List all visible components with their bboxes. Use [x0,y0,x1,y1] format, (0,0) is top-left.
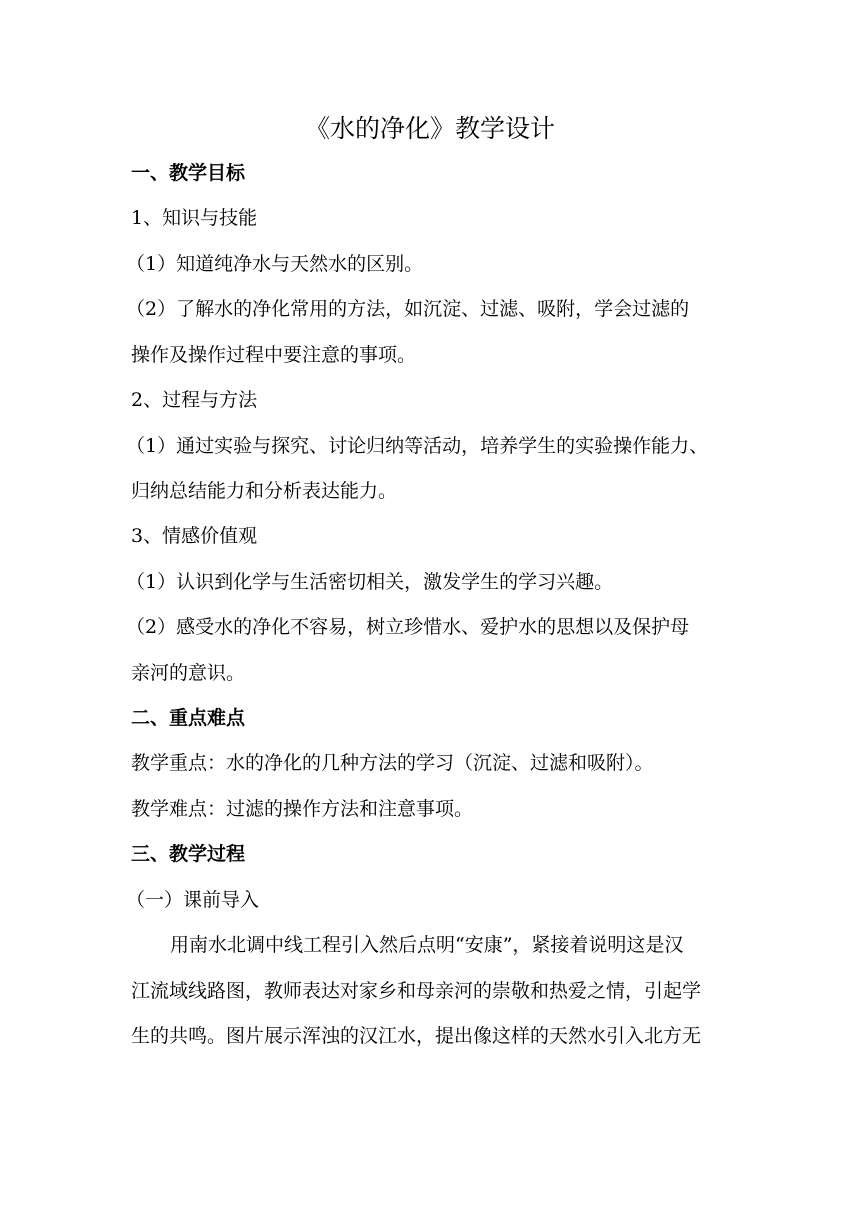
objective-item-continued: 归纳总结能力和分析表达能力。 [131,480,398,502]
subsection-values: 3、情感价值观 [131,525,258,547]
subsection-introduction: （一）课前导入 [126,889,260,911]
section-heading-objectives: 一、教学目标 [131,162,246,184]
key-point-item: 教学重点：水的净化的几种方法的学习（沉淀、过滤和吸附）。 [131,752,654,774]
objective-item: （2）感受水的净化不容易，树立珍惜水、爱护水的思想以及保护母 [126,616,690,638]
paragraph-line: 江流域线路图，教师表达对家乡和母亲河的崇敬和热爱之情，引起学 [131,980,702,1002]
subsection-process-methods: 2、过程与方法 [131,389,258,411]
objective-item: （1）知道纯净水与天然水的区别。 [126,253,424,275]
objective-item: （1）认识到化学与生活密切相关，激发学生的学习兴趣。 [126,571,614,593]
objective-item-continued: 操作及操作过程中要注意的事项。 [131,344,417,366]
difficulty-item: 教学难点：过滤的操作方法和注意事项。 [131,798,474,820]
objective-item: （1）通过实验与探究、讨论归纳等活动，培养学生的实验操作能力、 [126,435,709,457]
paragraph-line: 用南水北调中线工程引入然后点明“安康”，紧接着说明这是汉 [170,934,684,956]
document-title: 《水的净化》教学设计 [304,114,555,143]
section-heading-process: 三、教学过程 [131,843,246,865]
objective-item-continued: 亲河的意识。 [131,662,246,684]
objective-item: （2）了解水的净化常用的方法，如沉淀、过滤、吸附，学会过滤的 [126,298,690,320]
paragraph-line: 生的共鸣。图片展示浑浊的汉江水，提出像这样的天然水引入北方无 [131,1025,702,1047]
subsection-knowledge-skills: 1、知识与技能 [131,207,258,229]
section-heading-key-points: 二、重点难点 [131,707,246,729]
